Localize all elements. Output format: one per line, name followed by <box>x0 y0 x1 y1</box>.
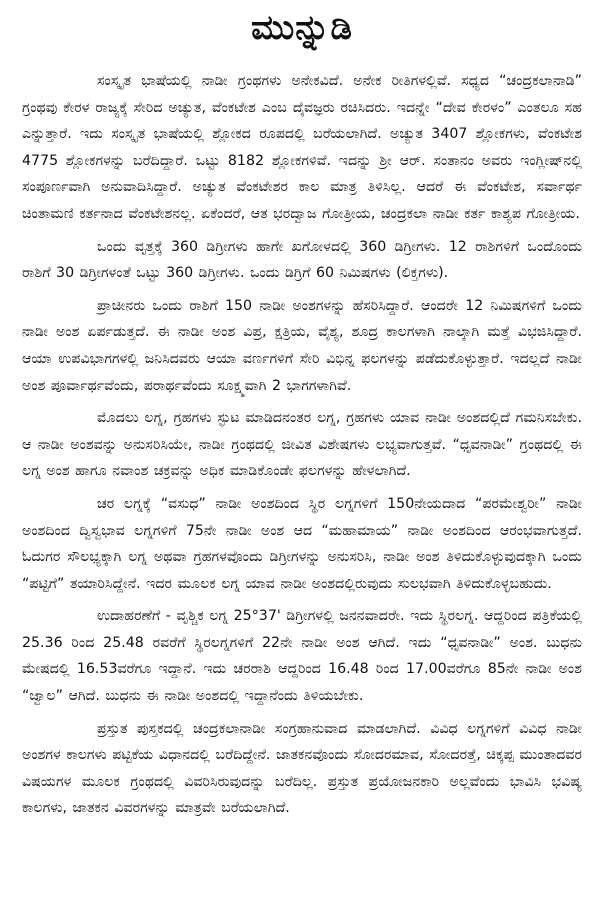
paragraph-1: ಸಂಸ್ಕೃತ ಭಾಷೆಯಲ್ಲಿ ನಾಡೀ ಗ್ರಂಥಗಳು ಅನೇಕವಿದೆ. ಅನೇಕ ರೀತಿಗಳಲ್ಲಿವೆ. ಸಧ್ಯದ “ಚಂದ್ರಕಲಾನಾಡಿ” ಗ್ರಂಥವು ಕೇರಳ ರಾಜ್ಯಕ್ಕೆ ಸೇರಿದ ಅಚ್ಯುತ, ವೆಂಕಟೇಶ ಎಂಬ ದೈವಜ್ಞರು ರಚಿಸಿದರು. ಇದನ್ನೇ “ದೇವ ಕೇರಳಂ” ಎಂತಲೂ ಸಹ ಎನ್ನುತ್ತಾರೆ. ಇದು ಸಂಸ್ಕೃತ ಭಾಷೆಯಲ್ಲಿ ಶ್ಲೋಕದ ರೂಪದಲ್ಲಿ ಬರೆಯಲಾಗಿದೆ. ಅಚ್ಯುತ 3407 ಶ್ಲೋಕಗಳು, ವೆಂಕಟೇಶ 4775 ಶ್ಲೋಕಗಳನ್ನು ಬರೆದಿದ್ದಾರೆ. ಒಟ್ಟು 8182 ಶ್ಲೋಕಗಳಿವೆ. ಇದನ್ನು ಶ್ರೀ ಆರ್. ಸಂತಾನಂ ಅವರು ಇಂಗ್ಲೀಷ್‌ನಲ್ಲಿ ಸಂಪೂರ್ಣವಾಗಿ ಅನುವಾದಿಸಿದ್ದಾರೆ. ಅಚ್ಯುತ ವೆಂಕಟೇಶರ ಕಾಲ ಮಾತ್ರ ತಿಳಿಸಿಲ್ಲ. ಆದರೆ ಈ ವೆಂಕಟೇಶ, ಸರ್ವಾರ್ಥ ಚಿಂತಾಮಣಿ ಕರ್ತನಾದ ವೆಂಕಟೇಶನಲ್ಲ. ಏಕೆಂದರೆ, ಆತ ಭರದ್ವಾಜ ಗೋತ್ರೀಯ, ಚಂದ್ರಕಲಾ ನಾಡೀ ಕರ್ತ ಕಾಶ್ಯಪ ಗೋತ್ರೀಯ. <box>22 73 582 222</box>
page-title: ಮುನ್ನುಡಿ <box>251 8 353 48</box>
paragraph-2: ಒಂದು ವೃತ್ತಕ್ಕೆ 360 ಡಿಗ್ರೀಗಳು ಹಾಗೇ ಖಗೋಳದಲ್ಲಿ 360 ಡಿಗ್ರೀಗಳು. 12 ರಾಶಿಗಳಿಗೆ ಒಂದೊಂದು ರಾಶಿಗೆ 30 ಡಿಗ್ರೀಗಳಂತೆ ಒಟ್ಟು 360 ಡಿಗ್ರೀಗಳು. ಒಂದು ಡಿಗ್ರಿಗೆ 60 ನಿಮಿಷಗಳು (ಲಿಕ್ತಗಳು). <box>22 238 582 282</box>
paragraph-5: ಚರ ಲಗ್ನಕ್ಕೆ “ವಸುಧ” ನಾಡೀ ಅಂಶದಿಂದ ಸ್ಥಿರ ಲಗ್ನಗಳಿಗೆ 150ನೇಯದಾದ “ಪರಮೇಶ್ವರೀ” ನಾಡೀ ಅಂಶದಿಂದ ದ್ವಿಸ್ವಭಾವ ಲಗ್ನಗಳಿಗೆ 75ನೇ ನಾಡೀ ಅಂಶ ಆದ “ಮಹಾಮಾಯ” ನಾಡೀ ಅಂಶದಿಂದ ಆರಂಭವಾಗುತ್ತದೆ. ಓದುಗರ ಸೌಲಭ್ಯಕ್ಕಾಗಿ ಲಗ್ನ ಅಥವಾ ಗ್ರಹಗಳವೊಂದು ಡಿಗ್ರೀಗಳನ್ನು ಅನುಸರಿಸಿ, ನಾಡೀ ಅಂಶ ತಿಳಿದುಕೊಳ್ಳುವುದಕ್ಕಾಗಿ ಒಂದು “ಪಟ್ಟಿಗೆ” ತಯಾರಿಸಿದ್ದೇನೆ. ಇದರ ಮೂಲಕ ಲಗ್ನ ಯಾವ ನಾಡೀ ಅಂಶದಲ್ಲಿರುವುದು ಸುಲಭವಾಗಿ ತಿಳಿದುಕೊಳ್ಳಬಹುದು. <box>22 495 582 592</box>
paragraph-7: ಪ್ರಸ್ತುತ ಪುಸ್ತಕದಲ್ಲಿ ಚಂದ್ರಕಲಾನಾಡೀ ಸಂಗ್ರಹಾನುವಾದ ಮಾಡಲಾಗಿದೆ. ವಿವಿಧ ಲಗ್ನಗಳಿಗೆ ವಿವಿಧ ನಾಡೀ ಅಂಶಗಳ ಕಾಲಗಳು ಪಟ್ಟಿಕೆಯ ವಿಧಾನದಲ್ಲಿ ಬರೆದಿದ್ದೇನೆ. ಜಾತಕನವೊಂದು ಸೋದರಮಾವ, ಸೋದರತ್ತೆ, ಚಿಕ್ಕಪ್ಪ ಮುಂತಾದವರ ವಿಷಯಗಳ ಮೂಲಕ ಗ್ರಂಥದಲ್ಲಿ ವಿವರಿಸಿರುವುದನ್ನು ಬರೆದಿಲ್ಲ. ಪ್ರಸ್ತುತ ಪ್ರಯೋಜನಕಾರಿ ಅಲ್ಲವೆಂದು ಭಾವಿಸಿ ಭವಿಷ್ಯ ಕಾಲಗಳು, ಜಾತಕನ ವಿವರಗಳನ್ನು ಮಾತ್ರವೇ ಬರೆಯಲಾಗಿದೆ. <box>22 720 582 817</box>
paragraph-6: ಉದಾಹರಣೆಗೆ - ವೃಶ್ಚಿಕ ಲಗ್ನ 25°37' ಡಿಗ್ರೀಗಳಲ್ಲಿ ಜನನವಾದರೇ. ಇದು ಸ್ಥಿರಲಗ್ನ. ಆದ್ದರಿಂದ ಪತ್ರಿಕೆಯಲ್ಲಿ 25.36 ರಿಂದ 25.48 ರವರೆಗೆ ಸ್ಥಿರಲಗ್ನಗಳಿಗೆ 22ನೇ ನಾಡೀ ಅಂಶ ಆಗಿದೆ. ಇದು “ಧೃವನಾಡೀ” ಅಂಶ. ಬುಧನು ಮೇಷದಲ್ಲಿ 16.53ವರೆಗೂ ಇದ್ದಾನೆ. ಇದು ಚರರಾಶಿ ಆದ್ದರಿಂದ 16.48 ರಿಂದ 17.00ವರೆಗೂ 85ನೇ ನಾಡೀ ಅಂಶ “ಜ್ವಾಲ” ಆಗಿದೆ. ಬುಧನು ಈ ನಾಡೀ ಅಂಶದಲ್ಲಿ ಇದ್ದಾನೆಂದು ತಿಳಿಯಬೇಕು. <box>22 608 582 705</box>
paragraph-4: ಮೊದಲು ಲಗ್ನ, ಗ್ರಹಗಳು ಸ್ಫುಟ ಮಾಡಿದನಂತರ ಲಗ್ನ, ಗ್ರಹಗಳು ಯಾವ ನಾಡೀ ಅಂಶದಲ್ಲಿದೆ ಗಮನಿಸಬೇಕು. ಆ ನಾಡೀ ಅಂಶವನ್ನು ಅನುಸರಿಸಿಯೇ, ನಾಡೀ ಗ್ರಂಥದಲ್ಲಿ ಜೀವಿತ ವಿಶೇಷಗಳು ಲಭ್ಯವಾಗುತ್ತವೆ. “ಧೃವನಾಡೀ” ಗ್ರಂಥದಲ್ಲಿ ಈ ಲಗ್ನ ಅಂಶ ಹಾಗೂ ನವಾಂಶ ಚಕ್ರವನ್ನು ಅಧಿಕ ಮಾಡಿಕೊಂಡೇ ಫಲಗಳನ್ನು ಹೇಳಲಾಗಿದೆ. <box>22 410 582 480</box>
paragraph-3: ಪ್ರಾಚೀನರು ಒಂದು ರಾಶಿಗೆ 150 ನಾಡೀ ಅಂಶಗಳನ್ನು ಹೆಸರಿಸಿದ್ದಾರೆ. ಆಂದರೇ 12 ನಿಮಿಷಗಳಿಗೆ ಒಂದು ನಾಡೀ ಅಂಶ ಏರ್ಪಡುತ್ತದೆ. ಈ ನಾಡೀ ಅಂಶ ವಿಪ್ರ, ಕ್ಷತ್ರಿಯ, ವೈಶ್ಯ, ಶೂದ್ರ ಕಾಲಗಳಾಗಿ ನಾಲ್ಕಾಗಿ ಮತ್ತೆ ವಿಭಜಿಸಿದ್ದಾರೆ. ಆಯಾ ಉಪವಿಭಾಗಗಳಲ್ಲಿ ಜನಿಸಿದವರು ಆಯಾ ವರ್ಣಗಳಿಗೆ ಸೇರಿ ವಿಭಿನ್ನ ಫಲಗಳನ್ನು ಪಡೆದುಕೊಳ್ಳುತ್ತಾರೆ. ಇದಲ್ಲದೆ ನಾಡೀ ಅಂಶ ಪೂರ್ವಾರ್ಥವೆಂದು, ಪರಾರ್ಥವೆಂದು ಸೂಕ್ಷ್ಮವಾಗಿ 2 ಭಾಗಗಳಾಗಿವೆ. <box>22 297 582 394</box>
